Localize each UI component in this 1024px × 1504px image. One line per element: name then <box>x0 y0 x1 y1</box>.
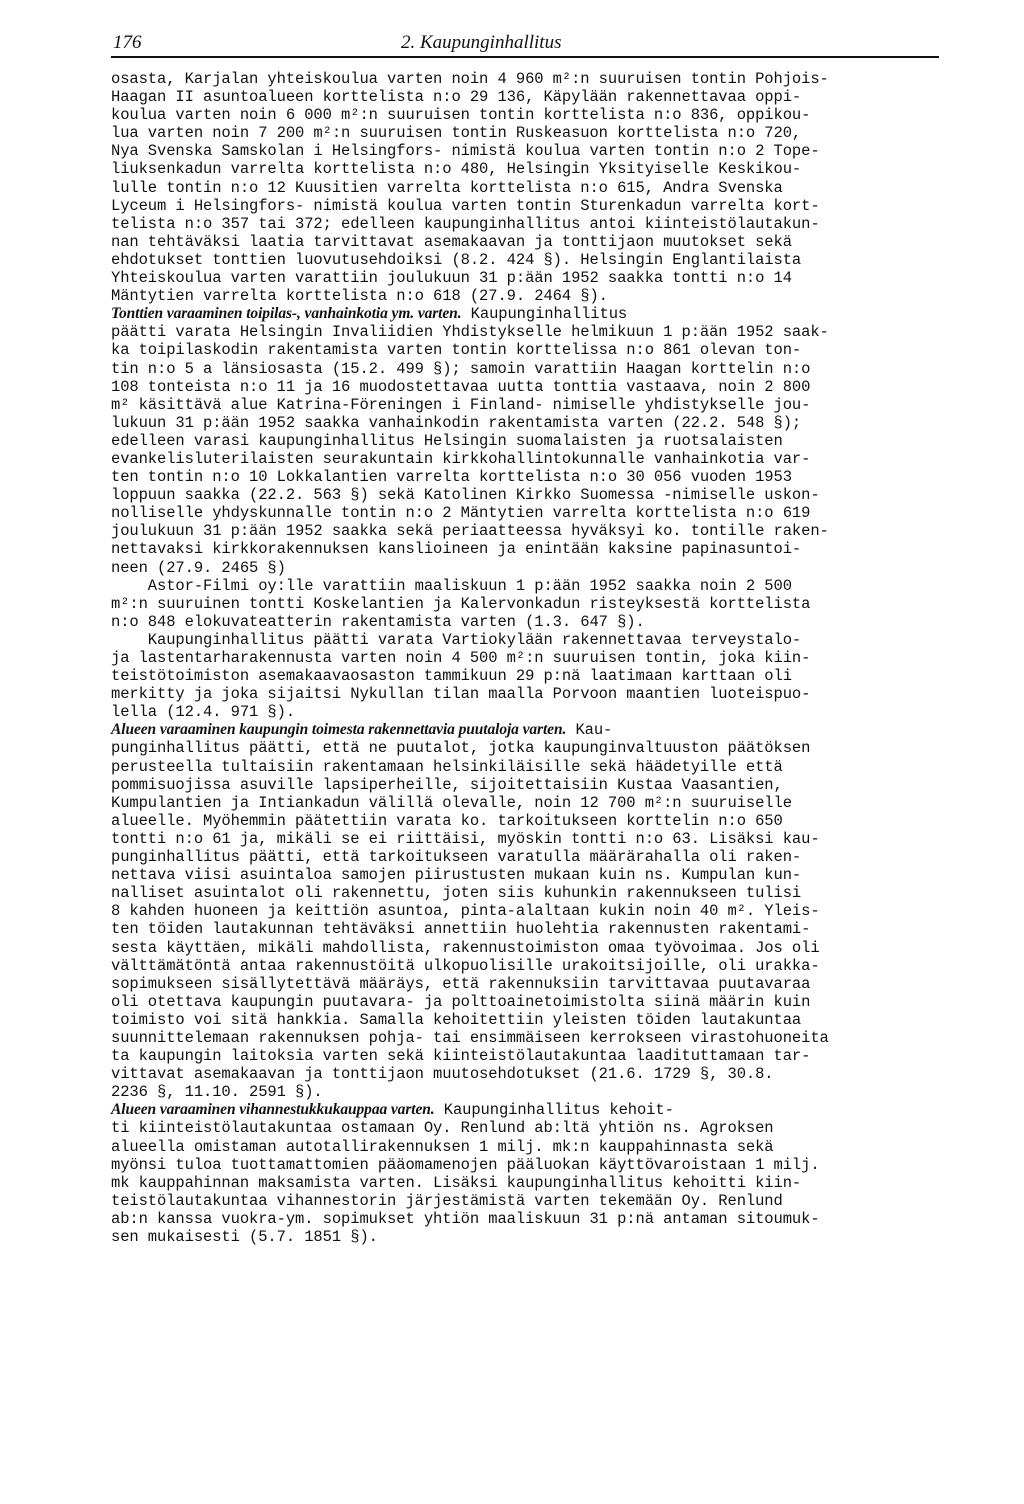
text-line: neen (27.9. 2465 §) <box>111 558 286 577</box>
section-heading: Tonttien varaaminen toipilas-, vanhainkotia ym. varten. <box>111 305 462 323</box>
text-line: nan tehtäväksi laatia tarvittavat asemakaavan ja tonttijaon muutokset sekä <box>111 232 792 251</box>
text-line: Haagan II asuntoalueen korttelista n:o 29 136, Käpylään rakennettavaa oppi- <box>111 88 802 107</box>
text-line: m²:n suuruinen tontti Koskelantien ja Kalervonkadun risteyksestä korttelista <box>111 594 811 613</box>
text-run: Kau- <box>566 721 613 740</box>
text-line: tin n:o 5 a länsiosasta (15.2. 499 §); samoin varattiin Haagan korttelin n:o <box>111 359 811 378</box>
text-line: Kaupunginhallitus päätti varata Vartiokylään rakennettavaa terveystalo- <box>111 630 802 649</box>
text-line: oli otettava kaupungin puutavara- ja polttoainetoimistolta siinä määrin kuin <box>111 992 811 1011</box>
text-line: sesta käyttäen, mikäli mahdollista, rakennustoimiston omaa työvoimaa. Jos oli <box>111 938 820 957</box>
running-title: 2. Kaupunginhallitus <box>401 32 562 53</box>
text-line: toimisto voi sitä hankkia. Samalla kehoitettiin yleisten töiden lautakuntaa <box>111 1010 802 1029</box>
text-line: Nya Svenska Samskolan i Helsingfors- nimistä koulua varten tontin n:o 2 Tope- <box>111 142 820 161</box>
text-line: merkitty ja joka sijaitsi Nykullan tilan maalla Porvoon maantien luoteispuo- <box>111 685 811 704</box>
text-line: ab:n kanssa vuokra-ym. sopimukset yhtiön maaliskuun 31 p:nä antaman sitoumuk- <box>111 1209 820 1228</box>
section-heading-line <box>111 721 991 739</box>
text-line: n:o 848 elokuvateatterin rakentamista varten (1.3. 647 §). <box>111 612 645 631</box>
text-line: ten töiden lautakunnan tehtäväksi annettiin huolehtia rakennusten rakentami- <box>111 920 811 939</box>
text-line: teistölautakuntaa vihannestorin järjestämistä varten tekemään Oy. Renlund <box>111 1191 783 1210</box>
section-heading: Alueen varaaminen kaupungin toimesta rakennettavia puutaloja varten. <box>111 721 567 739</box>
text-line: nolliselle yhdyskunnalle tontin n:o 2 Mäntytien varrelta korttelista n:o 619 <box>111 504 811 523</box>
text-line: telista n:o 357 tai 372; edelleen kaupunginhallitus antoi kiinteistölautakun- <box>111 214 820 233</box>
text-run: Kaupunginhallitus kehoit- <box>434 1101 674 1120</box>
text-line: sopimukseen sisällytettävä määräys, että rakennuksiin tarvittavaa puutavaraa <box>111 974 811 993</box>
text-line: ti kiinteistölautakuntaa ostamaan Oy. Renlund ab:ltä yhtiön ns. Agroksen <box>111 1119 774 1138</box>
text-run: Kaupunginhallitus <box>461 305 628 324</box>
text-line: alueelle. Myöhemmin päätettiin varata ko. tarkoitukseen korttelin n:o 650 <box>111 811 783 830</box>
text-line: ten tontin n:o 10 Lokkalantien varrelta korttelista n:o 30 056 vuoden 1953 <box>111 468 792 487</box>
text-line: 108 tonteista n:o 11 ja 16 muodostettavaa uutta tonttia vastaava, noin 2 800 <box>111 377 811 396</box>
text-line: koulua varten noin 6 000 m²:n suuruisen tontin korttelista n:o 836, oppikou- <box>111 106 811 125</box>
page-number: 176 <box>113 32 142 53</box>
text-line: lulle tontin n:o 12 Kuusitien varrelta korttelista n:o 615, Andra Svenska <box>111 178 783 197</box>
text-line: Lyceum i Helsingfors- nimistä koulua varten tontin Sturenkadun varrelta kort- <box>111 196 820 215</box>
page-header <box>111 30 939 58</box>
text-line: nettava viisi asuintaloa samojen piirustusten mukaan kuin ns. Kumpulan kun- <box>111 866 802 885</box>
text-line: edelleen varasi kaupunginhallitus Helsingin suomalaisten ja ruotsalaisten <box>111 431 783 450</box>
text-line: teistötoimiston asemakaavaosaston tammikuun 29 p:nä laatimaan karttaan oli <box>111 667 792 686</box>
text-line: ta kaupungin laitoksia varten sekä kiinteistölautakuntaa laadituttamaan tar- <box>111 1047 811 1066</box>
text-line: punginhallitus päätti, että tarkoitukseen varatulla määrärahalla oli raken- <box>111 848 802 867</box>
text-line: myönsi tuloa tuottamattomien pääomamenojen pääluokan käyttövaroistaan 1 milj. <box>111 1155 820 1174</box>
text-line: ka toipilaskodin rakentamista varten tontin korttelissa n:o 861 olevan ton- <box>111 341 802 360</box>
text-line: evankelisluterilaisten seurakuntain kirkkohallintokunnalle vanhainkotia var- <box>111 449 811 468</box>
text-line: lua varten noin 7 200 m²:n suuruisen tontin Ruskeasuon korttelista n:o 720, <box>111 124 802 143</box>
section-heading-line <box>111 1101 991 1119</box>
text-line: vittavat asemakaavan ja tonttijaon muutosehdotukset (21.6. 1729 §, 30.8. <box>111 1065 774 1084</box>
text-line: punginhallitus päätti, että ne puutalot, jotka kaupunginvaltuuston päätöksen <box>111 739 811 758</box>
text-line: Mäntytien varrelta korttelista n:o 618 (27.9. 2464 §). <box>111 287 608 306</box>
text-line: mk kauppahinnan maksamista varten. Lisäksi kaupunginhallitus kehoitti kiin- <box>111 1173 802 1192</box>
text-line: alueella omistaman autotallirakennuksen 1 milj. mk:n kauppahinnasta sekä <box>111 1137 774 1156</box>
text-line: joulukuun 31 p:ään 1952 saakka sekä periaatteessa hyväksyi ko. tontille raken- <box>111 522 829 541</box>
text-line: m² käsittävä alue Katrina-Föreningen i Finland- nimiselle yhdistykselle jou- <box>111 395 811 414</box>
text-line: 2236 §, 11.10. 2591 §). <box>111 1083 323 1102</box>
text-line: 8 kahden huoneen ja keittiön asuntoa, pinta-alaltaan kukin noin 40 m². Yleis- <box>111 902 820 921</box>
text-line: nalliset asuintalot oli rakennettu, joten siis kuhunkin rakennukseen tulisi <box>111 884 802 903</box>
text-line: päätti varata Helsingin Invaliidien Yhdistykselle helmikuun 1 p:ään 1952 saak- <box>111 323 829 342</box>
section-heading: Alueen varaaminen vihannestukkukauppaa varten. <box>111 1101 435 1119</box>
text-line: liuksenkadun varrelta korttelista n:o 480, Helsingin Yksityiselle Keskikou- <box>111 160 802 179</box>
text-line: sen mukaisesti (5.7. 1851 §). <box>111 1228 378 1246</box>
text-line: nettavaksi kirkkorakennuksen kanslioineen ja enintään kaksine papinasuntoi- <box>111 540 802 559</box>
text-line: pommisuojissa asuville lapsiperheille, sijoitettaisiin Kustaa Vaasantien, <box>111 775 783 794</box>
text-line: välttämätöntä antaa rakennustöitä ulkopuolisille urakoitsijoille, oli urakka- <box>111 956 820 975</box>
text-line: Yhteiskoulua varten varattiin joulukuun 31 p:ään 1952 saakka tontti n:o 14 <box>111 269 792 288</box>
text-line: lukuun 31 p:ään 1952 saakka vanhainkodin rakentamista varten (22.2. 548 §); <box>111 413 802 432</box>
body-text <box>111 70 991 1246</box>
text-line: perusteella tultaisiin rakentamaan helsinkiläisille sekä häädetyille että <box>111 757 783 776</box>
text-line: Astor-Filmi oy:lle varattiin maaliskuun 1 p:ään 1952 saakka noin 2 500 <box>111 576 792 595</box>
text-line: loppuun saakka (22.2. 563 §) sekä Katolinen Kirkko Suomessa -nimiselle uskon- <box>111 486 820 505</box>
section-heading-line <box>111 305 991 323</box>
text-line: ja lastentarharakennusta varten noin 4 500 m²:n suuruisen tontin, joka kiin- <box>111 649 811 667</box>
text-line: ehdotukset tonttien luovutusehdoiksi (8.2. 424 §). Helsingin Englantilaista <box>111 250 802 269</box>
text-line: Kumpulantien ja Intiankadun välillä olevalle, noin 12 700 m²:n suuruiselle <box>111 793 792 812</box>
text-line: lella (12.4. 971 §). <box>111 703 296 722</box>
text-line: tontti n:o 61 ja, mikäli se ei riittäisi, myöskin tontti n:o 63. Lisäksi kau- <box>111 829 820 848</box>
text-line: suunnittelemaan rakennuksen pohja- tai ensimmäiseen kerrokseen virastohuoneita <box>111 1028 829 1047</box>
text-line: osasta, Karjalan yhteiskoulua varten noin 4 960 m²:n suuruisen tontin Pohjois- <box>111 70 829 88</box>
